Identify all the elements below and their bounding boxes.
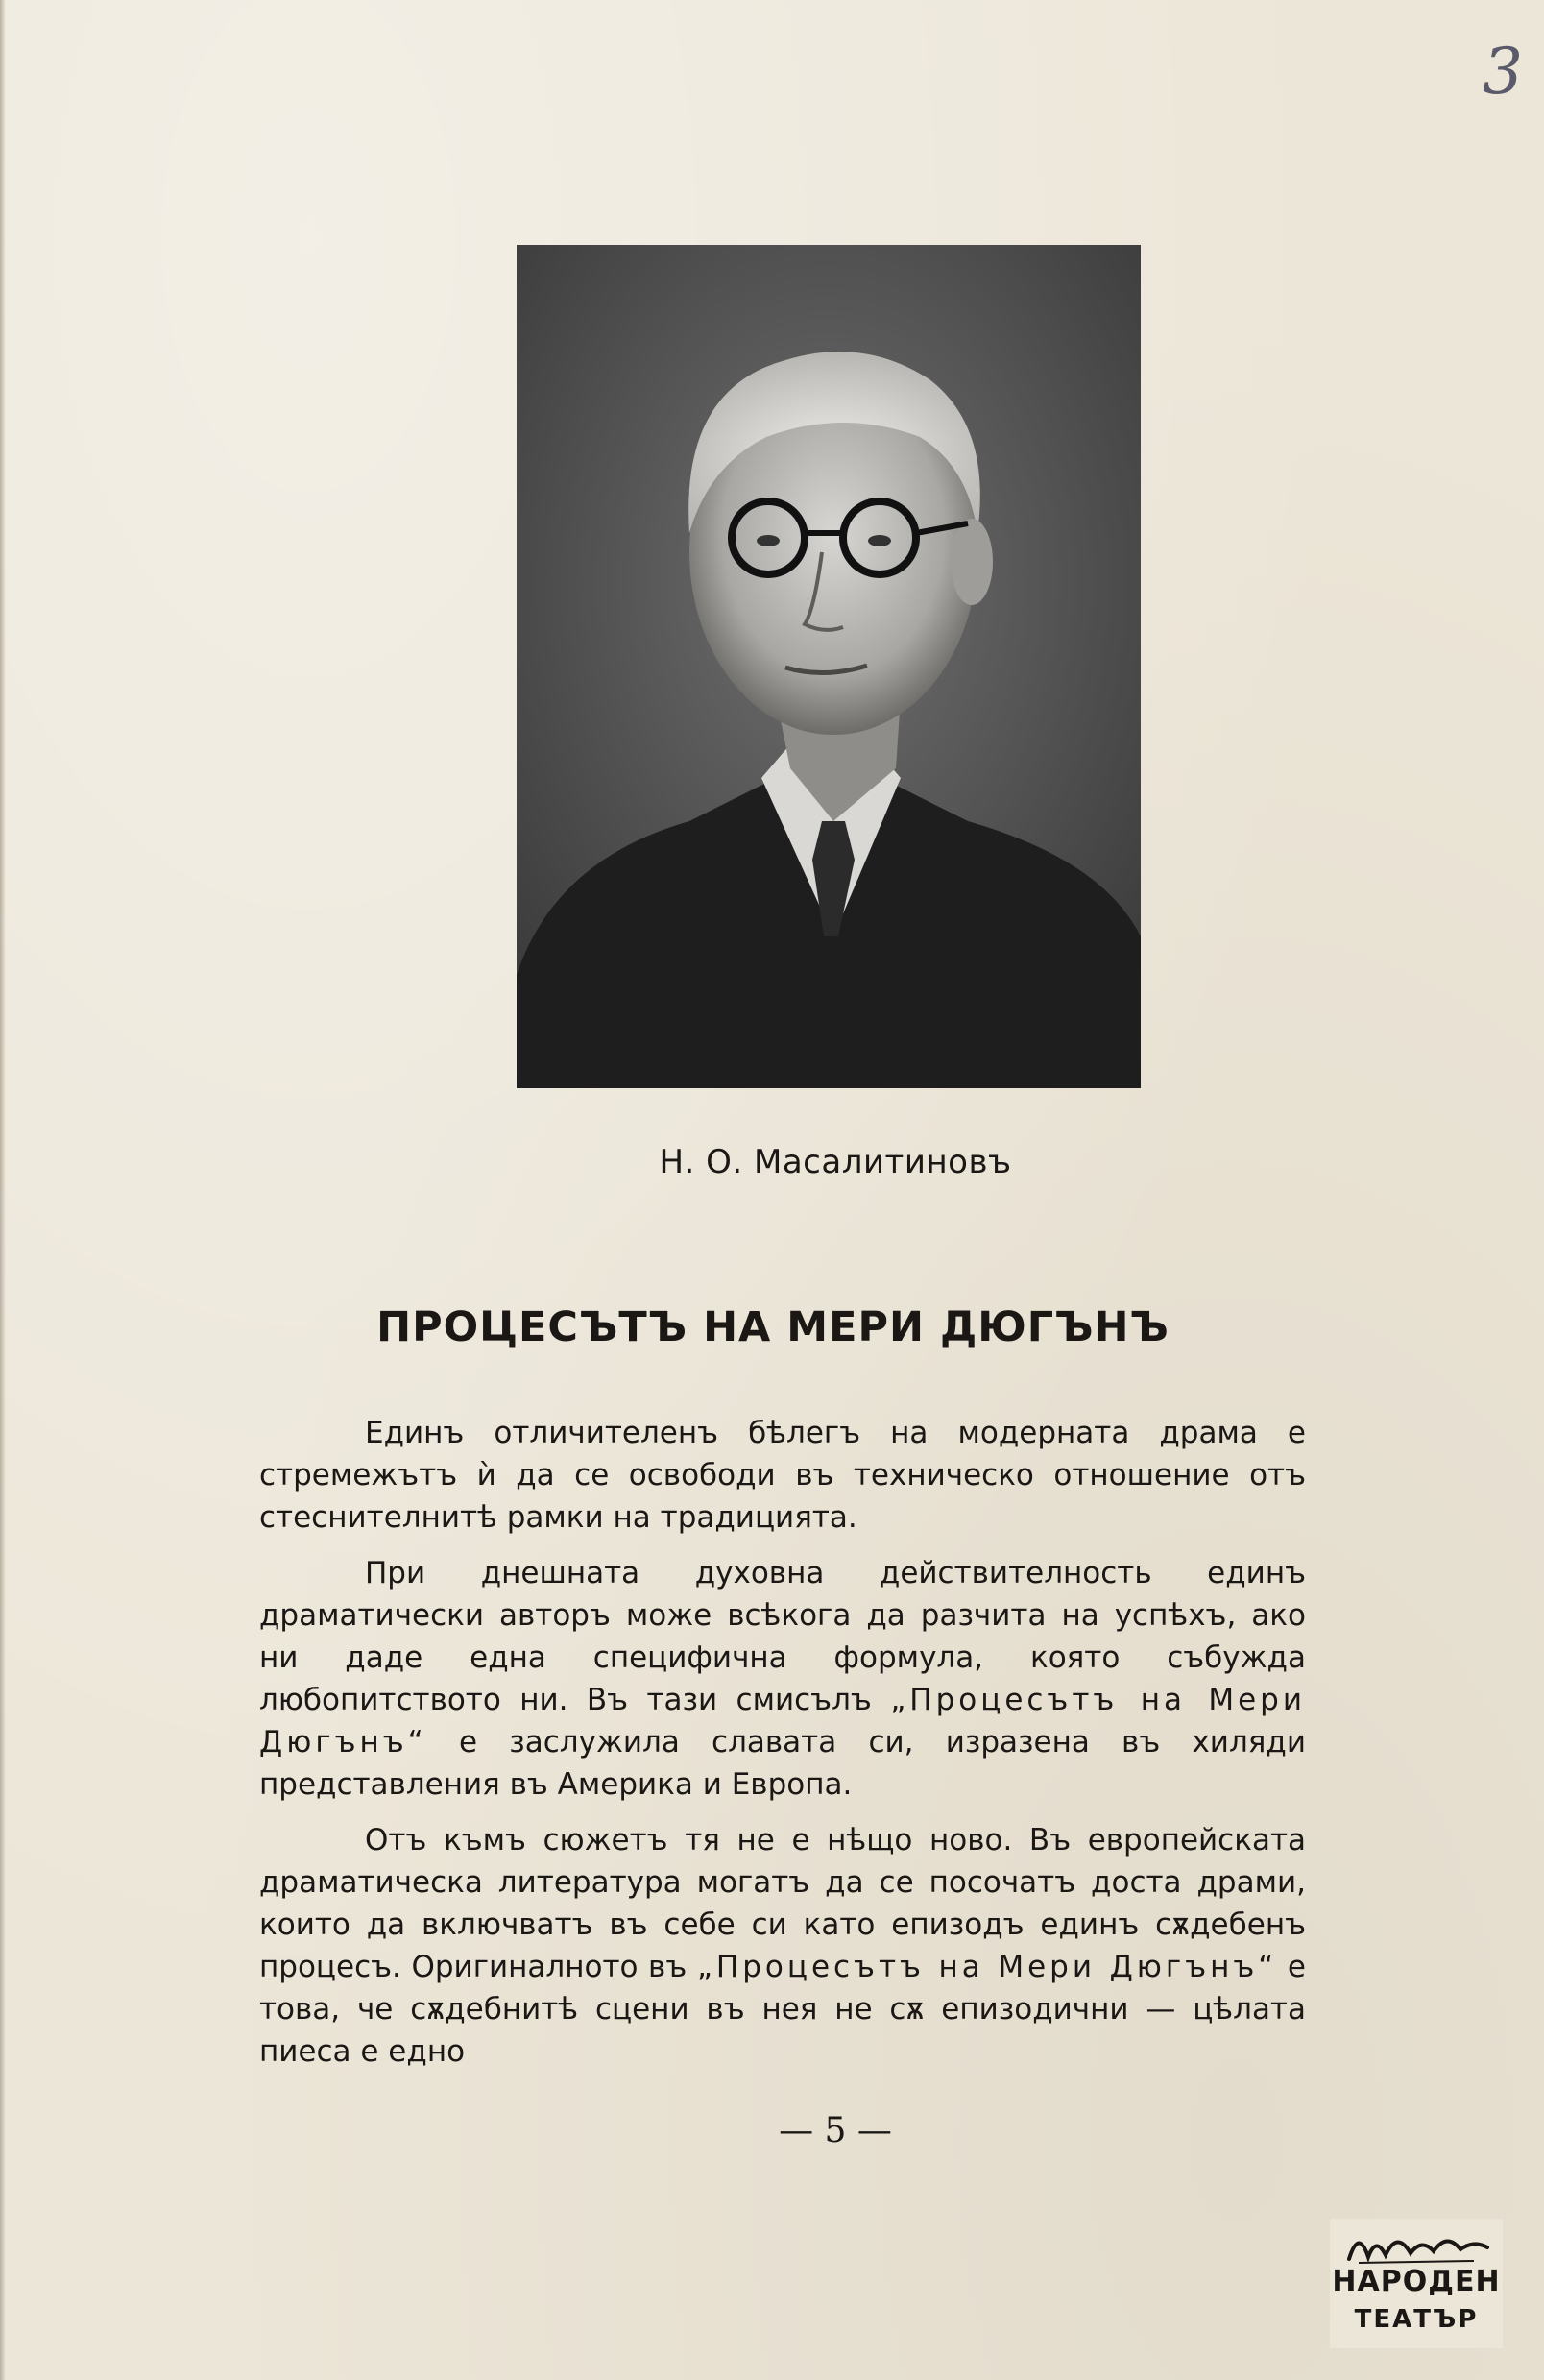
article-title: ПРОЦЕСЪТЪ НА МЕРИ ДЮГЪНЪ [376,1303,1170,1351]
paragraph-2-text-a: При днешната духовна действителность единъ драматически авторъ може всѣкога да разчита на успѣхъ, ако ни даде една специфична формула, която събужда любопитството ни. Въ тази смисълъ [259,1556,1306,1717]
paragraph-1: Единъ отличителенъ бѣлегъ на модерната драма е стремежътъ ѝ да се освободи въ техническо отношение отъ стеснителнитѣ рамки на традицията. [259,1416,1306,1535]
page-edge-shadow [0,0,6,2380]
handwritten-page-mark: 3 [1483,35,1523,109]
photo-caption: Н. О. Масалитиновъ [659,1143,1012,1181]
national-theatre-logo [1330,2219,1503,2348]
portrait-image [517,245,1141,1088]
paragraph-3 [259,1819,1306,2073]
paragraph-3-text-b: е това, че сѫдебнитѣ сцени въ нея не сѫ епизодични — цѣлата пиеса е едно [259,1950,1306,2069]
logo-line-2: ТЕАТЪР [1354,2305,1479,2334]
paragraph-2-text-b: е заслужила славата си, изразена въ хиляди представления въ Америка и Европа. [259,1725,1306,1802]
paragraph-3-play-title: „Процесътъ на Мери Дюгънъ“ [696,1950,1278,1984]
page-number: — 5 — [779,2111,892,2150]
paragraph-2-play-title: „Процесътъ на Мери Дюгънъ“ [259,1683,1307,1760]
paragraph-3-text-a: Отъ къмъ сюжетъ тя не е нѣщо ново. Въ европейската драматическа литература могатъ да се посочатъ доста драми, които да включватъ въ себе си като епизодъ единъ сѫдебенъ процесъ. Оригиналното въ [259,1823,1306,1984]
paragraph-2 [259,1552,1306,1806]
logo-line-1: НАРОДЕН [1332,2265,1501,2298]
portrait-photo [517,245,1141,1088]
article-body [259,1412,1306,2086]
